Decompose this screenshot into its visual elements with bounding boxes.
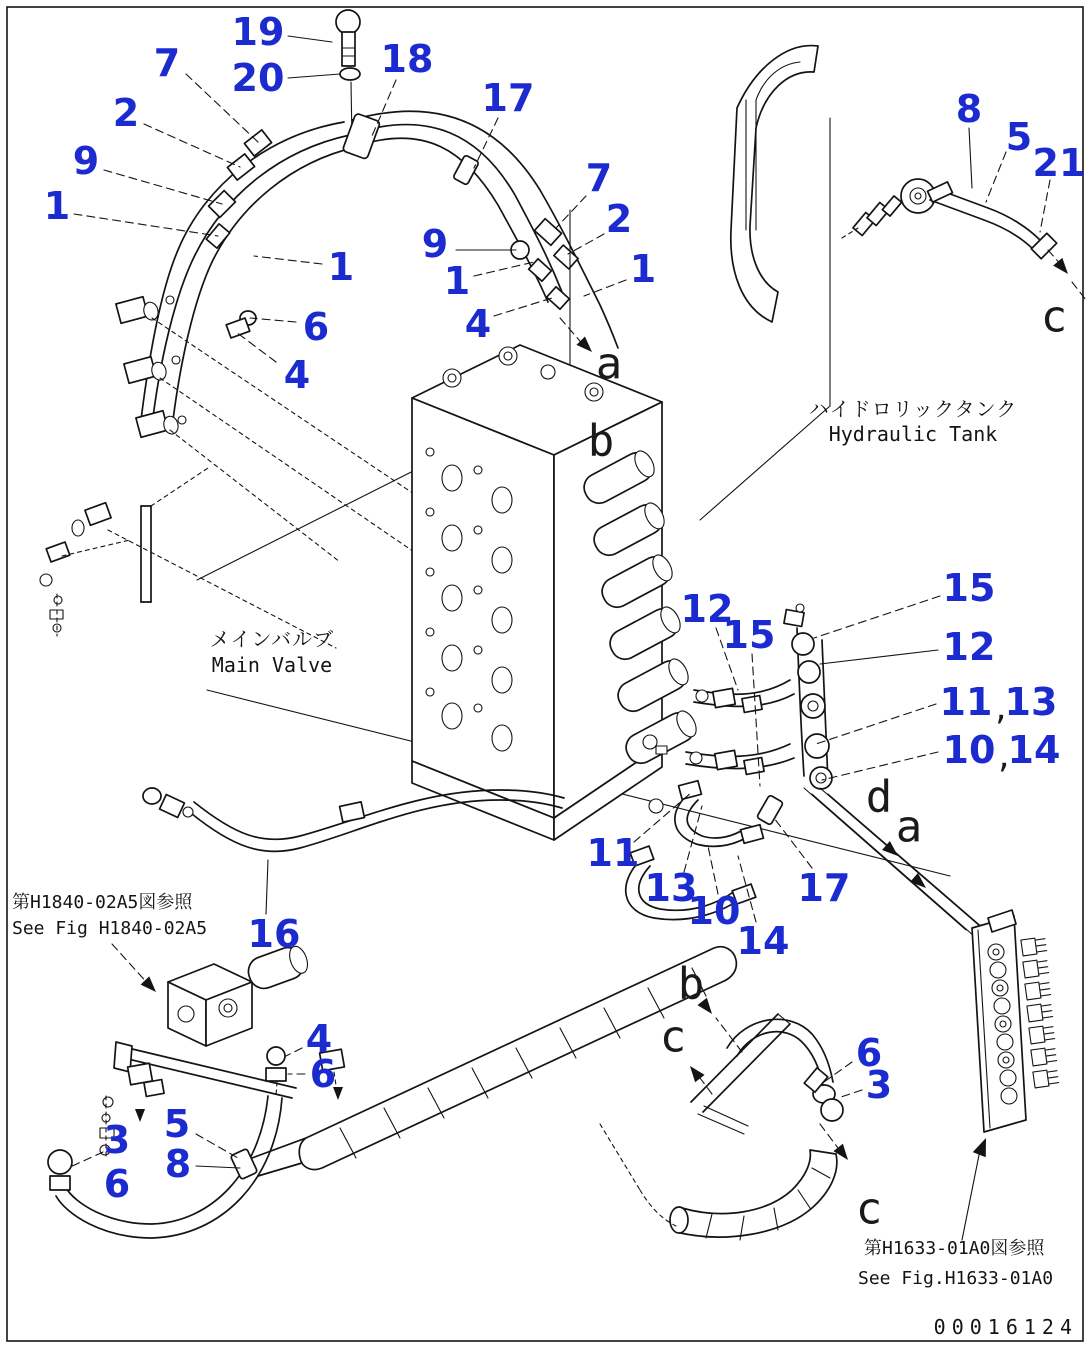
solenoid-valve-group xyxy=(48,942,736,1238)
callout-leader-17-32 xyxy=(774,818,812,868)
main-valve-label-en: Main Valve xyxy=(211,653,333,677)
callout-number-17-32: 17 xyxy=(797,866,851,910)
flow-letter-a-4: a xyxy=(895,801,923,853)
callout-number-14-25: 14 xyxy=(1007,728,1061,772)
flow-arrow-icon xyxy=(685,1062,704,1082)
callout-number-18-6: 18 xyxy=(380,37,434,81)
hose-fittings-left xyxy=(206,130,271,338)
manifold-block xyxy=(962,910,1059,1240)
callout-number-17-7: 17 xyxy=(481,76,535,120)
see-fig-top-jp: 第H1840-02A5図参照 xyxy=(12,892,193,913)
callout-number-9-10: 9 xyxy=(421,222,449,266)
callout-leader-3-36 xyxy=(68,1152,103,1168)
callout-number-21-19: 21 xyxy=(1032,141,1086,185)
callout-number-11-28: 11 xyxy=(586,831,640,875)
spiral-wrapped-hose xyxy=(670,1150,837,1240)
callout-number-1-12: 1 xyxy=(327,245,355,289)
hydraulic-tank-label-jp: ハイドロリックタンク xyxy=(808,397,1018,421)
callout-number-4-16: 4 xyxy=(283,353,311,397)
hose-clamp-icon xyxy=(453,155,479,185)
callout-leader-20-1 xyxy=(288,74,340,78)
callout-number-4-15: 4 xyxy=(464,302,492,346)
callout-number-4-34: 4 xyxy=(305,1017,333,1061)
callout-number-8-17: 8 xyxy=(955,87,983,131)
main-valve xyxy=(412,345,701,840)
callout-number-2-9: 2 xyxy=(605,197,633,241)
flow-letter-c-6: c xyxy=(659,1011,687,1063)
callout-leader-1-11 xyxy=(474,262,534,276)
callout-number-14-31: 14 xyxy=(736,919,790,963)
callout-number-7-8: 7 xyxy=(585,156,613,200)
callout-leader-11-22 xyxy=(816,704,936,744)
flow-letter-d-3: d xyxy=(865,771,893,823)
callout-leader-19-0 xyxy=(288,36,332,42)
callout-leader-18-6 xyxy=(372,80,396,136)
left-small-parts xyxy=(40,468,336,648)
tank-hose-assembly xyxy=(842,179,1086,300)
callout-number-8-39: 8 xyxy=(164,1142,192,1186)
callout-leader-10-30 xyxy=(708,846,718,894)
callout-leader-5-18 xyxy=(986,152,1006,202)
callout-leader-1-5 xyxy=(74,214,218,236)
callout-leader-17-7 xyxy=(474,118,498,168)
bottom-hose-group xyxy=(600,998,853,1240)
callout-leader-4-15 xyxy=(494,298,552,316)
callout-number-19-0: 19 xyxy=(231,10,285,54)
callout-number-9-4: 9 xyxy=(72,139,100,183)
callout-leader-2-3 xyxy=(144,124,240,167)
callout-number-10-30: 10 xyxy=(687,889,741,933)
left-elbow-fittings xyxy=(116,294,426,562)
callout-number-12-26: 12 xyxy=(680,587,734,631)
callout-leader-8-39 xyxy=(196,1166,240,1168)
flow-arrow-icon xyxy=(135,1109,145,1122)
callout-leader-21-19 xyxy=(1040,180,1050,232)
callout-number-20-1: 20 xyxy=(231,56,285,100)
callout-number-3-36: 3 xyxy=(103,1118,131,1162)
callout-number-1-13: 1 xyxy=(629,247,657,291)
callout-number-16-33: 16 xyxy=(247,912,301,956)
callout-number-10-24: 10 xyxy=(942,728,996,772)
hydraulic-tank-label-en: Hydraulic Tank xyxy=(828,422,998,446)
washer-icon xyxy=(340,68,360,80)
callout-number-11-22: 11 xyxy=(939,680,993,724)
flow-arrow-icon xyxy=(1053,258,1072,278)
callout-leader-15-20 xyxy=(814,596,940,638)
callout-leader-4-34 xyxy=(286,1048,302,1056)
callout-leader-3-41 xyxy=(838,1090,862,1098)
callout-leader-6-14 xyxy=(250,318,296,322)
callout-leader-16-33 xyxy=(266,860,268,914)
callout-number-5-18: 5 xyxy=(1005,115,1033,159)
callout-number-7-2: 7 xyxy=(153,41,181,85)
bolt-icon xyxy=(336,10,360,66)
see-fig-top-en: See Fig H1840-02A5 xyxy=(12,918,208,939)
flow-letter-c-2: c xyxy=(1040,291,1068,343)
callout-leader-1-12 xyxy=(254,256,322,264)
callout-number-6-35: 6 xyxy=(309,1052,337,1096)
callout-leader-7-8 xyxy=(556,196,586,228)
callout-leader-8-17 xyxy=(969,128,972,188)
callout-leader-1-13 xyxy=(584,280,626,296)
callout-number-1-11: 1 xyxy=(443,259,471,303)
flow-letter-b-1: b xyxy=(587,415,615,467)
callout-leader-9-4 xyxy=(104,170,222,204)
callout-number-13-23: 13 xyxy=(1004,680,1058,724)
flow-letter-a-0: a xyxy=(595,338,623,390)
manifold-fittings xyxy=(1021,937,1059,1088)
callout-number-15-27: 15 xyxy=(722,613,776,657)
see-fig-bottom-en: See Fig.H1633-01A0 xyxy=(858,1268,1054,1289)
flow-arrow-icon xyxy=(973,1135,993,1157)
flow-letter-c-7: c xyxy=(855,1183,883,1235)
flow-letter-b-5: b xyxy=(677,958,705,1010)
hose-clamp-icon xyxy=(342,113,380,159)
callout-number-13-29: 13 xyxy=(644,866,698,910)
callout-leader-12-21 xyxy=(820,650,938,664)
flow-letter-comma-8: , xyxy=(991,692,1011,728)
flow-arrow-icon xyxy=(576,336,596,356)
flow-letter-comma-9: , xyxy=(994,740,1014,776)
callout-leader-5-38 xyxy=(196,1134,238,1158)
callout-number-6-37: 6 xyxy=(103,1162,131,1206)
callout-number-2-3: 2 xyxy=(112,91,140,135)
callout-leader-4-16 xyxy=(236,332,276,362)
see-fig-bottom-jp: 第H1633-01A0図参照 xyxy=(864,1238,1045,1259)
callout-number-6-14: 6 xyxy=(302,305,330,349)
callout-number-3-41: 3 xyxy=(865,1063,893,1107)
main-valve-label-jp: メインバルブ xyxy=(209,627,335,651)
part-number-stamp: 00016124 xyxy=(933,1315,1078,1339)
callout-number-15-20: 15 xyxy=(942,566,996,610)
callout-number-12-21: 12 xyxy=(942,625,996,669)
callout-number-5-38: 5 xyxy=(163,1102,191,1146)
callout-number-1-5: 1 xyxy=(43,184,71,228)
callout-number-6-40: 6 xyxy=(855,1031,883,1075)
